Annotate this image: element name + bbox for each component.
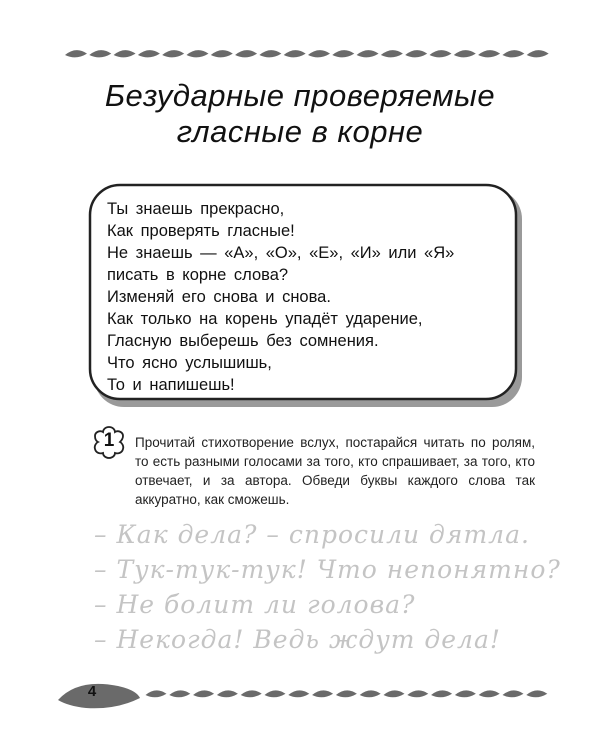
ornament-leaf — [308, 50, 330, 57]
ornament-leaf — [89, 50, 111, 57]
ornament-leaf — [241, 690, 262, 697]
task-number: 1 — [103, 430, 115, 451]
ornament-leaf — [138, 50, 160, 57]
task-number-badge — [91, 424, 127, 460]
page-title — [0, 78, 600, 150]
ornament-leaf — [357, 50, 379, 57]
ornament-leaf — [360, 690, 381, 697]
ornament-leaf — [454, 50, 476, 57]
poem-line: Что ясно услышишь, — [107, 354, 272, 372]
ornament-leaf — [336, 690, 357, 697]
ornament-leaf — [284, 50, 306, 57]
trace-line: – Как дела? – спросили дятла. — [94, 520, 530, 549]
trace-line: – Тук-тук-тук! Что непонятно? — [94, 555, 561, 584]
ornament-leaf — [455, 690, 476, 697]
ornament-leaf — [162, 50, 184, 57]
ornament-leaf — [259, 50, 281, 57]
ornament-leaf — [407, 690, 428, 697]
ornament-leaf — [405, 50, 427, 57]
ornament-leaf — [479, 690, 500, 697]
ornament-leaf — [217, 690, 238, 697]
title-line-2: гласные в корне — [176, 114, 424, 149]
ornament-leaf — [211, 50, 233, 57]
top-ornament-border — [62, 40, 552, 64]
ornament-leaf — [526, 690, 547, 697]
trace-line: – Некогда! Ведь ждут дела! — [94, 625, 501, 654]
ornament-leaf — [332, 50, 354, 57]
title-line-1: Безударные проверяемые — [104, 78, 496, 113]
ornament-leaf — [527, 50, 549, 57]
poem-text — [107, 198, 517, 396]
poem-line: Как только на корень упадёт ударение, — [107, 310, 423, 328]
ornament-leaf — [193, 690, 214, 697]
ornament-leaf — [65, 50, 87, 57]
task-instructions: Прочитай стихотворение вслух, постарайся читать по ролям, то есть разными голосами за того, кто спрашивает, за того, кто отвечает, и за автора. Обведи буквы каждого слова так аккуратно, как сможешь. — [135, 435, 535, 507]
ornament-leaf — [384, 690, 405, 697]
trace-line: – Не болит ли голова? — [94, 590, 416, 619]
ornament-leaf — [265, 690, 286, 697]
page-number: 4 — [87, 683, 97, 700]
ornament-leaf — [146, 690, 167, 697]
poem-line: писать в корне слова? — [107, 266, 289, 284]
ornament-leaf — [114, 50, 136, 57]
poem-line: То и напишешь! — [107, 376, 235, 394]
ornament-leaf — [430, 50, 452, 57]
poem-line: Не знаешь — «А», «О», «Е», «И» или «Я» — [107, 244, 455, 262]
ornament-leaf — [312, 690, 333, 697]
ornament-leaf — [503, 690, 524, 697]
poem-line: Гласную выберешь без сомнения. — [107, 332, 379, 350]
ornament-leaf — [381, 50, 403, 57]
poem-line: Как проверять гласные! — [107, 222, 295, 240]
ornament-leaf — [478, 50, 500, 57]
ornament-leaf — [288, 690, 309, 697]
bottom-ornament-border — [56, 676, 556, 712]
ornament-leaf — [235, 50, 257, 57]
poem-line: Ты знаешь прекрасно, — [107, 200, 285, 218]
poem-line: Изменяй его снова и снова. — [107, 288, 331, 306]
ornament-leaf — [187, 50, 209, 57]
ornament-leaf — [431, 690, 452, 697]
ornament-leaf — [502, 50, 524, 57]
ornament-leaf — [169, 690, 190, 697]
